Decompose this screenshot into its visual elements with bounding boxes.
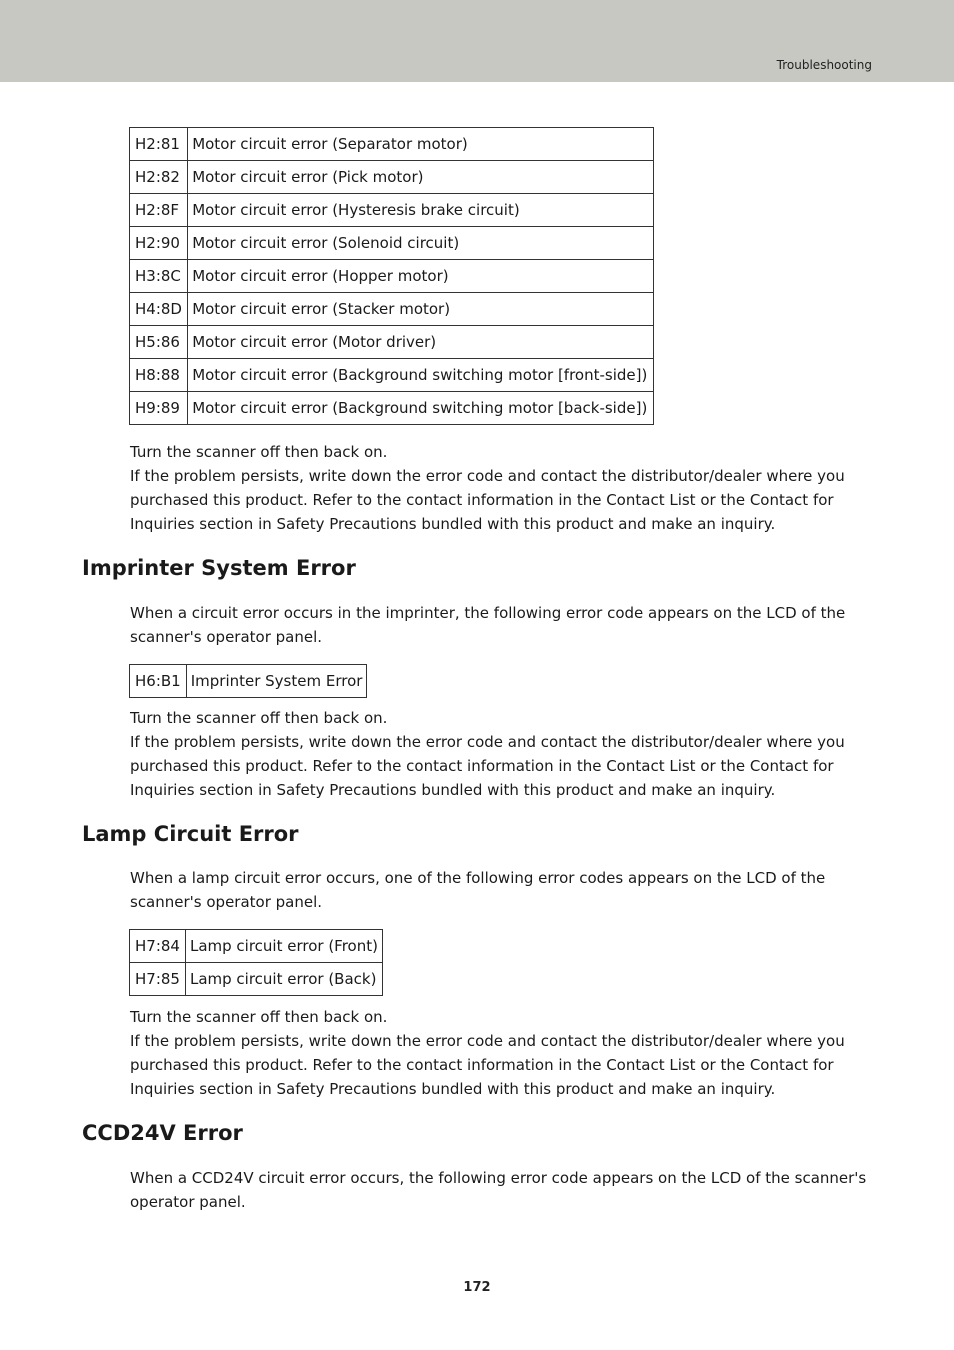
page-header-bar: [0, 0, 954, 82]
imprinter-remedy-line2: If the problem persists, write down the error code and contact the distributor/dealer where you purchased this product. Refer to the contact information in the Contact List or the Contact for Inquiries section in Safety Precautions bundled with this product and make an inquiry.: [130, 733, 845, 799]
imprinter-remedy-line1: Turn the scanner off then back on.: [130, 709, 388, 727]
motor-remedy-line2: If the problem persists, write down the error code and contact the distributor/dealer where you purchased this product. Refer to the contact information in the Contact List or the Contact for Inquiries section in Safety Precautions bundled with this product and make an inquiry.: [130, 467, 845, 533]
error-description-cell: Motor circuit error (Pick motor): [188, 161, 654, 194]
error-code-cell: H8:88: [130, 359, 188, 392]
error-description-cell: Motor circuit error (Hysteresis brake circuit): [188, 194, 654, 227]
table-row: [130, 260, 654, 293]
table-row: [130, 194, 654, 227]
table-row: [130, 161, 654, 194]
page-number: 172: [463, 1280, 491, 1295]
error-code-cell: H2:90: [130, 227, 188, 260]
error-description-cell: Motor circuit error (Hopper motor): [188, 260, 654, 293]
ccd24v-intro: When a CCD24V circuit error occurs, the following error code appears on the LCD of the scanner's operator panel.: [130, 1169, 867, 1211]
error-description-cell: Lamp circuit error (Back): [185, 963, 382, 996]
lamp-remedy-line2: If the problem persists, write down the error code and contact the distributor/dealer where you purchased this product. Refer to the contact information in the Contact List or the Contact for Inquiries section in Safety Precautions bundled with this product and make an inquiry.: [130, 1032, 845, 1098]
lamp-remedy-line1: Turn the scanner off then back on.: [130, 1008, 388, 1026]
imprinter-intro: When a circuit error occurs in the imprinter, the following error code appears on the LCD of the scanner's operator panel.: [130, 604, 846, 646]
lamp-heading: Lamp Circuit Error: [82, 822, 299, 846]
error-code-cell: H2:8F: [130, 194, 188, 227]
error-code-cell: H3:8C: [130, 260, 188, 293]
imprinter-heading: Imprinter System Error: [82, 556, 356, 580]
lamp-error-table: [129, 929, 383, 996]
error-code-cell: H2:82: [130, 161, 188, 194]
motor-error-table: [129, 127, 654, 425]
table-row: [130, 665, 367, 698]
error-description-cell: Imprinter System Error: [186, 665, 367, 698]
table-row: [130, 963, 383, 996]
imprinter-error-table: [129, 664, 367, 698]
error-description-cell: Motor circuit error (Background switching motor [front-side]): [188, 359, 654, 392]
table-row: [130, 128, 654, 161]
error-code-cell: H4:8D: [130, 293, 188, 326]
error-description-cell: Motor circuit error (Separator motor): [188, 128, 654, 161]
motor-remedy-line1: Turn the scanner off then back on.: [130, 443, 388, 461]
error-code-cell: H9:89: [130, 392, 188, 425]
table-row: [130, 930, 383, 963]
table-row: [130, 392, 654, 425]
ccd24v-heading: CCD24V Error: [82, 1121, 243, 1145]
error-description-cell: Motor circuit error (Background switching motor [back-side]): [188, 392, 654, 425]
error-description-cell: Motor circuit error (Stacker motor): [188, 293, 654, 326]
error-description-cell: Motor circuit error (Solenoid circuit): [188, 227, 654, 260]
header-title: Troubleshooting: [776, 58, 872, 72]
error-code-cell: H7:85: [130, 963, 186, 996]
error-code-cell: H2:81: [130, 128, 188, 161]
error-description-cell: Motor circuit error (Motor driver): [188, 326, 654, 359]
table-row: [130, 359, 654, 392]
error-description-cell: Lamp circuit error (Front): [185, 930, 382, 963]
error-code-cell: H7:84: [130, 930, 186, 963]
lamp-intro: When a lamp circuit error occurs, one of the following error codes appears on the LCD of the scanner's operator panel.: [130, 869, 826, 911]
table-row: [130, 326, 654, 359]
table-row: [130, 293, 654, 326]
error-code-cell: H5:86: [130, 326, 188, 359]
table-row: [130, 227, 654, 260]
error-code-cell: H6:B1: [130, 665, 187, 698]
